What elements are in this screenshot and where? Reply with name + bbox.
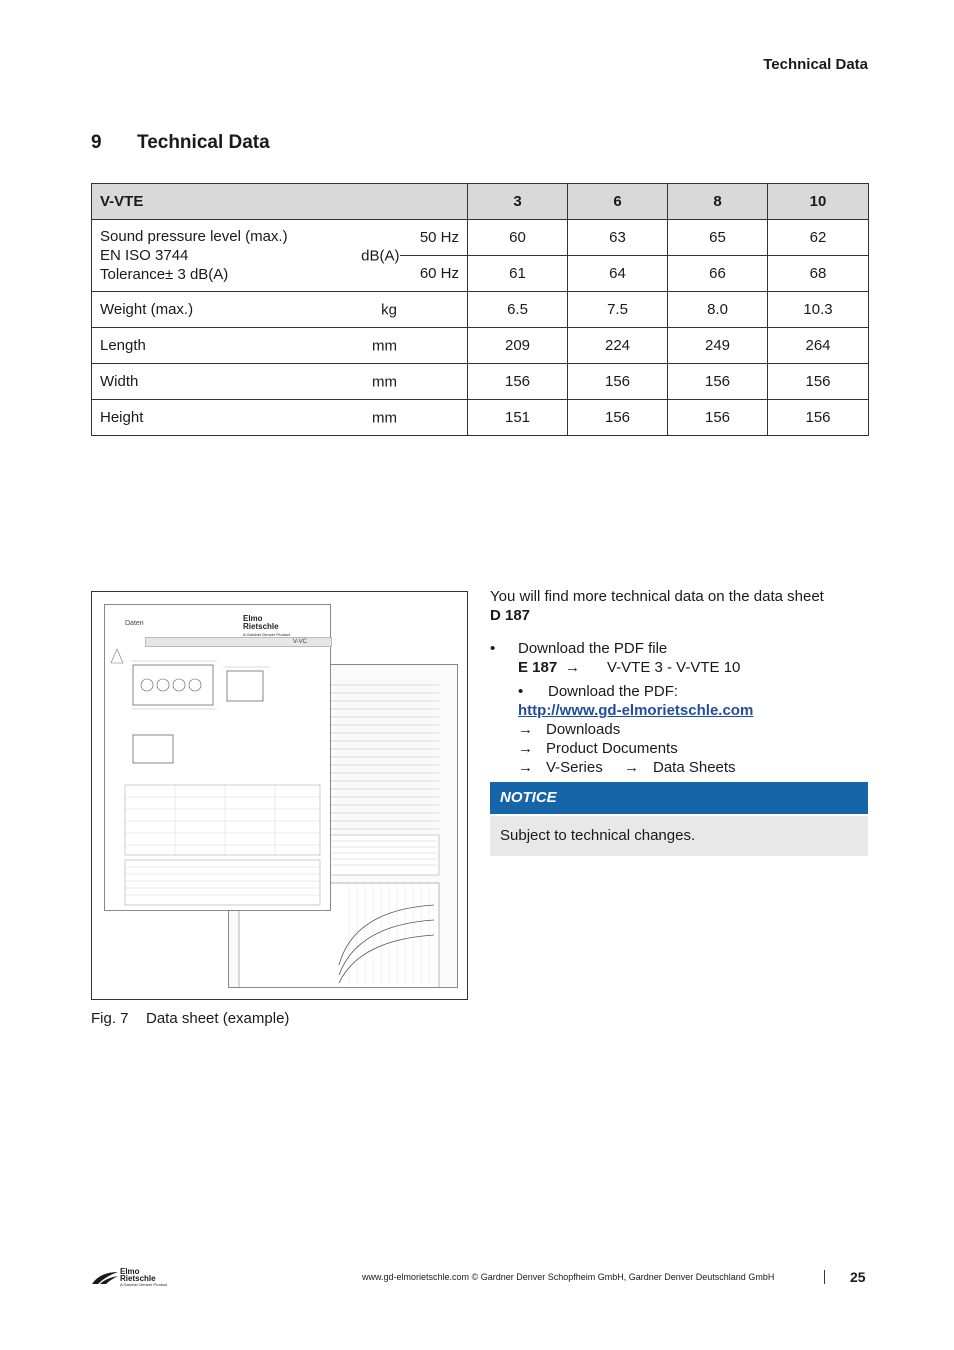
table-row (92, 220, 869, 256)
sheet-heading: Daten (125, 620, 144, 627)
row-label (92, 292, 468, 328)
frequency-label: 50 Hz (400, 220, 468, 256)
table-row (92, 364, 869, 400)
data-sheet-figure (91, 591, 468, 1000)
technical-data-table (91, 183, 869, 436)
model-header: 6 (568, 184, 668, 220)
list-item (490, 682, 870, 701)
footer-brand-line2: Rietschle (120, 1274, 156, 1283)
table-cell: 63 (568, 220, 668, 256)
table-cell: 249 (668, 328, 768, 364)
table-cell: 156 (568, 364, 668, 400)
table-cell: 156 (568, 400, 668, 436)
footer-copyright: © Gardner Denver Schopfheim GmbH, Gardner Denver Deutschland GmbH (471, 1272, 775, 1282)
arrow-icon: → (565, 659, 580, 676)
row-label-text: Height (100, 409, 144, 426)
figure-number: Fig. 7 (91, 1010, 129, 1027)
table-cell: 7.5 (568, 292, 668, 328)
page-number: 25 (850, 1269, 866, 1285)
row-label-text: Weight (max.) (100, 301, 194, 318)
table-cell: 64 (568, 256, 668, 292)
table-cell: 156 (668, 400, 768, 436)
arrow-icon: → (518, 721, 533, 738)
row-label (92, 328, 468, 364)
table-cell: 156 (668, 364, 768, 400)
path-step-label: Downloads (546, 721, 621, 738)
model-header: 3 (468, 184, 568, 220)
model-header: 10 (768, 184, 869, 220)
pdf-file-line (518, 658, 870, 677)
sheet-brand-sub: A Gardner Denver Product (243, 632, 291, 637)
figure-caption-text: Data sheet (example) (146, 1010, 290, 1027)
notice-text: Subject to technical changes. (490, 816, 868, 856)
table-cell: 151 (468, 400, 568, 436)
table-cell: 65 (668, 220, 768, 256)
table-cell: 264 (768, 328, 869, 364)
sound-label-line1: Sound pressure level (max.) (100, 228, 288, 245)
sheet-model: V-VC (293, 639, 308, 645)
row-unit: mm (372, 337, 398, 354)
table-cell: 156 (468, 364, 568, 400)
notice-box (490, 782, 868, 856)
bullet-dot: • (490, 640, 496, 657)
row-label (92, 400, 468, 436)
footer-brand-line1: Elmo (120, 1267, 140, 1276)
front-sheet-page (104, 604, 331, 911)
sheet-drawing (105, 605, 330, 910)
path-step (518, 720, 870, 739)
row-label-text: Width (100, 373, 139, 390)
table-cell: 209 (468, 328, 568, 364)
sound-level-label (92, 220, 400, 292)
bullet-text: Download the PDF file (518, 640, 668, 657)
footer-logo (90, 1267, 170, 1289)
pdf-file-target: V-VTE 3 - V-VTE 10 (607, 659, 741, 676)
arrow-icon: → (518, 759, 533, 776)
footer-separator (824, 1270, 825, 1284)
path-step (518, 758, 870, 777)
table-cell: 62 (768, 220, 869, 256)
table-cell: 66 (668, 256, 768, 292)
path-step-label: V-Series (546, 759, 603, 776)
path-step-label: Product Documents (546, 740, 678, 757)
footer-text (362, 1272, 774, 1282)
table-row (92, 400, 869, 436)
footer-website[interactable]: www.gd-elmorietschle.com (362, 1272, 470, 1282)
website-link[interactable]: http://www.gd-elmorietschle.com (518, 702, 754, 719)
sound-label-line2: EN ISO 3744 (100, 247, 189, 264)
list-item (490, 639, 870, 677)
table-cell: 61 (468, 256, 568, 292)
row-label (92, 364, 468, 400)
table-header-row (92, 184, 869, 220)
section-heading (91, 132, 270, 154)
table-cell: 156 (768, 364, 869, 400)
info-intro: You will find more technical data on the data sheet (490, 588, 824, 605)
pdf-file-code: E 187 (518, 659, 558, 676)
arrow-icon: → (518, 740, 533, 757)
logo-swoosh-icon (90, 1270, 120, 1286)
table-row (92, 292, 869, 328)
table-cell: 60 (468, 220, 568, 256)
section-title: Technical Data (137, 132, 270, 153)
bullet-dot: • (518, 683, 524, 700)
path-step-label: Data Sheets (653, 759, 736, 776)
table-cell: 224 (568, 328, 668, 364)
sheet-brand-line1: Elmo (243, 614, 263, 623)
table-cell: 156 (768, 400, 869, 436)
path-step (518, 739, 870, 758)
row-label-text: Length (100, 337, 146, 354)
bullet-text: Download the PDF: (548, 683, 679, 700)
table-cell: 10.3 (768, 292, 869, 328)
frequency-label: 60 Hz (400, 256, 468, 292)
footer-brand-sub: A Gardner Denver Product (120, 1282, 168, 1287)
figure-caption (91, 1010, 289, 1027)
table-row (92, 328, 869, 364)
model-label: V-VTE (92, 184, 468, 220)
row-unit: kg (381, 301, 398, 318)
section-number: 9 (91, 132, 102, 153)
info-block (490, 587, 870, 777)
sound-unit: dB(A) (361, 247, 400, 264)
table-cell: 6.5 (468, 292, 568, 328)
data-sheet-code: D 187 (490, 607, 531, 624)
row-unit: mm (372, 409, 398, 426)
sound-label-line3: Tolerance± 3 dB(A) (100, 266, 229, 283)
table-cell: 68 (768, 256, 869, 292)
running-header: Technical Data (763, 56, 868, 73)
sheet-brand-line2: Rietschle (243, 622, 279, 631)
model-header: 8 (668, 184, 768, 220)
row-unit: mm (372, 373, 398, 390)
arrow-icon: → (624, 759, 639, 776)
table-cell: 8.0 (668, 292, 768, 328)
notice-title: NOTICE (490, 782, 868, 814)
